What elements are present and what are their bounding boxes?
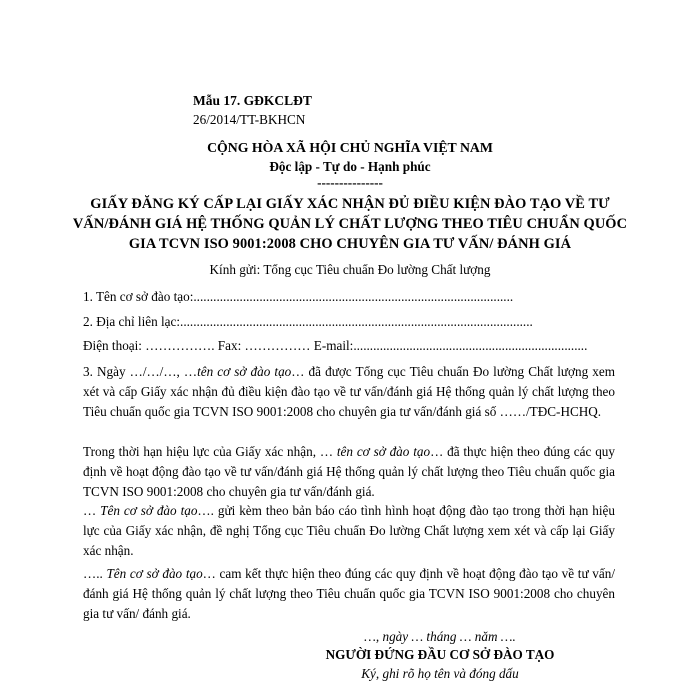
motto-rule: --------------- (317, 175, 383, 190)
document-title-line-3: GIA TCVN ISO 9001:2008 CHO CHUYÊN GIA TƯ VẤN/ ĐÁNH GIÁ (128, 236, 572, 252)
recipient-line: Kính gửi: Tổng cục Tiêu chuẩn Đo lường Chất lượng (209, 262, 491, 277)
paragraph-6-italic: Tên cơ sở đào tạo (106, 566, 203, 581)
document-title-line-1: GIẤY ĐĂNG KÝ CẤP LẠI GIẤY XÁC NHẬN ĐỦ ĐIỀU KIỆN ĐÀO TẠO VỀ TƯ (90, 196, 610, 212)
paragraph-3 (83, 362, 615, 422)
motto: Độc lập - Tự do - Hạnh phúc (269, 159, 431, 174)
field-contact-address: 2. Địa chỉ liên lạc:........................................................................................................... (83, 314, 533, 329)
signer-title: NGƯỜI ĐỨNG ĐẦU CƠ SỞ ĐÀO TẠO (325, 647, 555, 662)
paragraph-4-rest: … đã thực hiện theo đúng các quy định về hoạt động đào tạo về tư vấn/đánh giá Hệ thống quản lý chất lượng theo Tiêu chuẩn quốc gia TCVN ISO 9001:2008 cho chuyên gia tư vấn/đánh giá. (83, 444, 615, 499)
circular-number: 26/2014/TT-BKHCN (193, 112, 306, 127)
national-name: CỘNG HÒA XÃ HỘI CHỦ NGHĨA VIỆT NAM (207, 140, 493, 155)
paragraph-5-rest: …. gửi kèm theo bản báo cáo tình hình hoạt động đào tạo trong thời hạn hiệu lực của Giấy xác nhận, đề nghị Tổng cục Tiêu chuẩn Đo lường Chất lượng xem xét và cấp lại Giấy xác nhận. (83, 503, 615, 558)
paragraph-6 (83, 564, 615, 624)
signer-note: Ký, ghi rõ họ tên và đóng dấu (361, 666, 519, 681)
paragraph-4 (83, 442, 615, 502)
paragraph-3-lead: 3. Ngày …/…/…, … (83, 364, 198, 379)
paragraph-5-italic: Tên cơ sở đào tạo (100, 503, 198, 518)
form-code: Mẫu 17. GĐKCLĐT (193, 93, 312, 108)
paragraph-6-rest: … cam kết thực hiện theo đúng các quy định về hoạt động đào tạo về tư vấn/đánh giá Hệ thống quản lý chất lượng theo Tiêu chuẩn quốc gia TCVN ISO 9001:2008 cho chuyên gia tư vấn/ đánh giá. (83, 566, 615, 621)
paragraph-4-lead: Trong thời hạn hiệu lực của Giấy xác nhận, … (83, 444, 337, 459)
paragraph-5-lead: … (83, 503, 101, 518)
paragraph-4-italic: tên cơ sở đào tạo (336, 444, 431, 459)
paragraph-3-italic: tên cơ sở đào tạo (197, 364, 292, 379)
field-phone-fax-email: Điện thoại: ……………. Fax: …………… E-mail:....................................................................... (83, 338, 588, 353)
paragraph-6-lead: ….. (83, 566, 107, 581)
document-title-line-2: VẤN/ĐÁNH GIÁ HỆ THỐNG QUẢN LÝ CHẤT LƯỢNG THEO TIÊU CHUẨN QUỐC (72, 216, 628, 232)
date-line: …, ngày … tháng … năm …. (364, 629, 516, 644)
paragraph-5 (83, 501, 615, 561)
field-training-institution-name: 1. Tên cơ sở đào tạo:................................................................................................. (83, 289, 514, 304)
paragraph-3-rest: … đã được Tổng cục Tiêu chuẩn Đo lường Chất lượng xem xét và cấp Giấy xác nhận đủ điều kiện đào tạo về tư vấn/đánh giá Hệ thống quản lý chất lượng theo Tiêu chuẩn quốc gia TCVN ISO 9001:2008 cho chuyên gia tư vấn/đánh giá số ……/TĐC-HCHQ. (83, 364, 615, 419)
